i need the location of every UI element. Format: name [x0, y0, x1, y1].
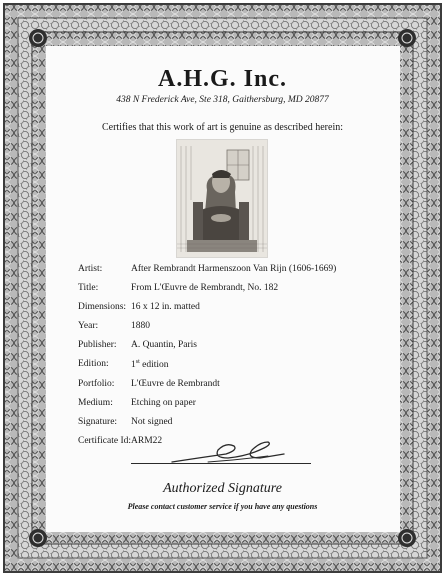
field-label: Year:	[78, 321, 99, 332]
field-label: Signature:	[78, 416, 118, 427]
field-value: 16 x 12 in. matted	[131, 302, 200, 313]
field-value: From L'Œuvre de Rembrandt, No. 182	[131, 283, 279, 294]
edition-number: 1	[131, 360, 136, 371]
field-value: ARM22	[131, 435, 163, 446]
certifies-statement: Certifies that this work of art is genuine as described herein:	[101, 122, 344, 133]
signature-line	[131, 463, 311, 464]
edition-ordinal: st	[135, 359, 140, 366]
field-value: L'Œuvre de Rembrandt	[131, 378, 220, 389]
artwork-image	[176, 139, 268, 258]
company-name: A.H.G. Inc.	[157, 66, 287, 92]
authorized-signature-label: Authorized Signature	[163, 481, 282, 496]
contact-note: Please contact customer service if you have any questions	[127, 502, 318, 511]
etching-portrait	[177, 140, 267, 257]
field-value: After Rembrandt Harmenszoon Van Rijn (1606-1669)	[131, 264, 337, 274]
company-address: 438 N Frederick Ave, Ste 318, Gaithersburg, MD 20877	[116, 95, 329, 105]
field-value: Not signed	[131, 416, 173, 427]
field-value: Etching on paper	[131, 397, 196, 408]
edition-suffix: edition	[139, 360, 169, 371]
field-value: A. Quantin, Paris	[131, 340, 197, 351]
field-label: Medium:	[78, 397, 113, 408]
field-label: Edition:	[78, 359, 109, 370]
field-value	[131, 359, 169, 370]
field-value: 1880	[131, 321, 150, 332]
field-label: Dimensions:	[78, 302, 127, 313]
field-label: Portfolio:	[78, 378, 115, 389]
field-label: Artist:	[78, 264, 103, 274]
field-label: Title:	[78, 283, 99, 294]
field-label: Certificate Id:	[78, 435, 132, 446]
field-label: Publisher:	[78, 340, 117, 351]
